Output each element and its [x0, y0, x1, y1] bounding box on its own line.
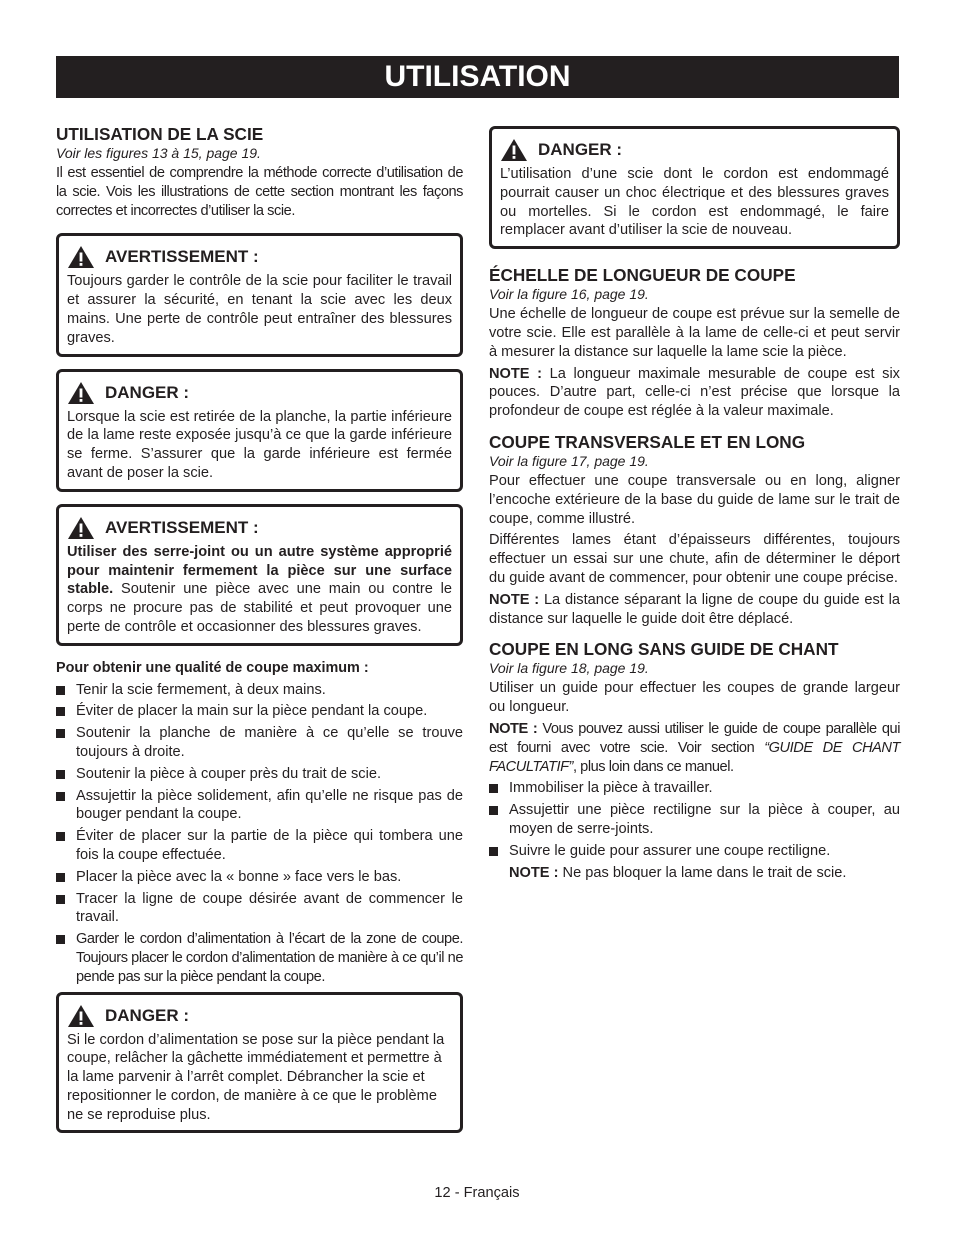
warning-body-text: Soutenir une pièce avec une main ou contre le corps ne procure pas de stabilité et peut provoquer une perte de contrôle et occasionner des blessures graves.	[67, 581, 452, 635]
figure-reference: Voir la figure 17, page 19.	[489, 452, 649, 469]
warning-triangle-icon	[500, 138, 528, 162]
danger-box	[56, 369, 463, 492]
section-heading-utilisation: UTILISATION DE LA SCIE	[56, 124, 264, 144]
list-heading: Pour obtenir une qualité de coupe maximum :	[56, 659, 369, 676]
warning-heading: AVERTISSEMENT :	[105, 247, 259, 267]
danger-heading: DANGER :	[105, 1005, 190, 1025]
list-item: Assujettir la pièce solidement, afin qu’elle ne risque pas de bouger pendant la coupe.	[56, 787, 463, 825]
list-item: Suivre le guide pour assurer une coupe rectiligne.	[489, 842, 900, 861]
warning-triangle-icon	[67, 516, 95, 540]
warning-body-bold: Utiliser des serre-joint ou un autre système approprié pour maintenir fermement la pièce sur une surface stable.	[67, 543, 452, 598]
section-body: Pour effectuer une coupe transversale ou en long, aligner l’encoche extérieure de la base du guide de lame sur le trait de coupe, comme illustré.	[489, 472, 900, 527]
warning-heading: AVERTISSEMENT :	[105, 517, 259, 537]
danger-heading: DANGER :	[105, 382, 190, 402]
danger-heading: DANGER :	[538, 140, 623, 159]
danger-box	[489, 126, 900, 249]
section-body: Une échelle de longueur de coupe est prévue sur la semelle de votre scie. Elle est parallèle à la lame de celle-ci et peut servir à mesurer la distance sur laquelle la lame scie la pièce.	[489, 306, 900, 360]
danger-body: L’utilisation d’une scie dont le cordon est endommagé pourrait causer un choc électrique et des blessures graves ou mortelles. Si le cordon est endommagé, le faire remplacer avant d’utiliser la scie de nouveau.	[500, 166, 889, 239]
warning-box	[56, 504, 463, 646]
list-item: Garder le cordon d’alimentation à l’écart de la zone de coupe. Toujours placer le cordon d’alimentation de manière à ce qu’il ne pende pas sur la pièce pendant la coupe.	[56, 930, 463, 986]
section-note: NOTE : Vous pouvez aussi utiliser le guide de coupe parallèle qui est fourni avec votre scie. Voir section “GUIDE DE CHANT FACULTATIF”, plus loin dans ce manuel.	[489, 720, 900, 775]
warning-triangle-icon	[67, 1004, 95, 1028]
list-item: Placer la pièce avec la « bonne » face vers le bas.	[56, 868, 463, 887]
list-item: Tracer la ligne de coupe désirée avant de commencer le travail.	[56, 890, 463, 928]
section-heading-coupe-en-long: COUPE EN LONG SANS GUIDE DE CHANT	[489, 639, 839, 660]
tips-list	[56, 681, 463, 987]
steps-list	[489, 779, 900, 860]
warning-body: Toujours garder le contrôle de la scie pour faciliter le travail et assurer la sécurité, en tenant la scie avec les deux mains. Une perte de contrôle peut entraîner des blessures graves.	[67, 273, 452, 346]
right-column	[489, 126, 900, 885]
list-item: Éviter de placer la main sur la pièce pendant la coupe.	[56, 702, 463, 721]
page-footer: 12 - Français	[434, 1185, 520, 1201]
left-column	[56, 124, 463, 1133]
final-note: NOTE : Ne pas bloquer la lame dans le trait de scie.	[509, 864, 847, 881]
section-body: Utiliser un guide pour effectuer les coupes de grande largeur ou longueur.	[489, 680, 900, 716]
danger-body: Lorsque la scie est retirée de la planche, la partie inférieure de la lame reste exposée jusqu’à ce que la garde inférieure se ferme. S’assurer que la garde inférieure est fermée avant de poser la scie.	[67, 408, 452, 481]
list-item: Immobiliser la pièce à travailler.	[489, 779, 900, 798]
list-item: Tenir la scie fermement, à deux mains.	[56, 681, 463, 700]
list-item: Éviter de placer sur la partie de la pièce qui tombera une fois la coupe effectuée.	[56, 827, 463, 865]
section-body: Différentes lames étant d’épaisseurs différentes, toujours effectuer un essai sur une chute, afin de déterminer le déport du guide avant de commencer, pour obtenir une coupe précise.	[489, 532, 900, 586]
section-heading-echelle: ÉCHELLE DE LONGUEUR DE COUPE	[489, 265, 796, 286]
warning-triangle-icon	[67, 245, 95, 269]
danger-box	[56, 992, 463, 1134]
page-title: UTILISATION	[56, 56, 899, 98]
warning-body	[67, 543, 452, 637]
section-heading-coupe-transversale: COUPE TRANSVERSALE ET EN LONG	[489, 431, 806, 452]
list-item: Assujettir une pièce rectiligne sur la pièce à couper, au moyen de serre-joints.	[489, 801, 900, 839]
danger-body: Si le cordon d’alimentation se pose sur la pièce pendant la coupe, relâcher la gâchette immédiatement et permettre à la lame parvenir à l’arrêt complet. Débrancher la scie et repositionner le cordon, de manière à ce que le problème ne se reproduise plus.	[67, 1031, 445, 1123]
warning-box	[56, 233, 463, 356]
warning-triangle-icon	[67, 381, 95, 405]
list-item: Soutenir la pièce à couper près du trait de scie.	[56, 765, 463, 784]
section-note: NOTE : La distance séparant la ligne de coupe du guide est la distance sur laquelle le guide doit être déplacé.	[489, 591, 900, 627]
section-body: Il est essentiel de comprendre la méthode correcte d’utilisation de la scie. Vois les illustrations de cette section montrant les façons correctes et incorrectes d’utiliser la scie.	[56, 165, 463, 219]
figure-reference: Voir la figure 16, page 19.	[489, 286, 649, 303]
section-note: NOTE : La longueur maximale mesurable de coupe est six pouces. D’autre part, celle-ci n’est précise que lorsque la profondeur de coupe est réglée à la valeur maximale.	[489, 365, 900, 420]
figure-reference: Voir la figure 18, page 19.	[489, 660, 649, 677]
list-item: Soutenir la planche de manière à ce qu’elle se trouve toujours à droite.	[56, 724, 463, 762]
figure-reference: Voir les figures 13 à 15, page 19.	[56, 145, 261, 161]
